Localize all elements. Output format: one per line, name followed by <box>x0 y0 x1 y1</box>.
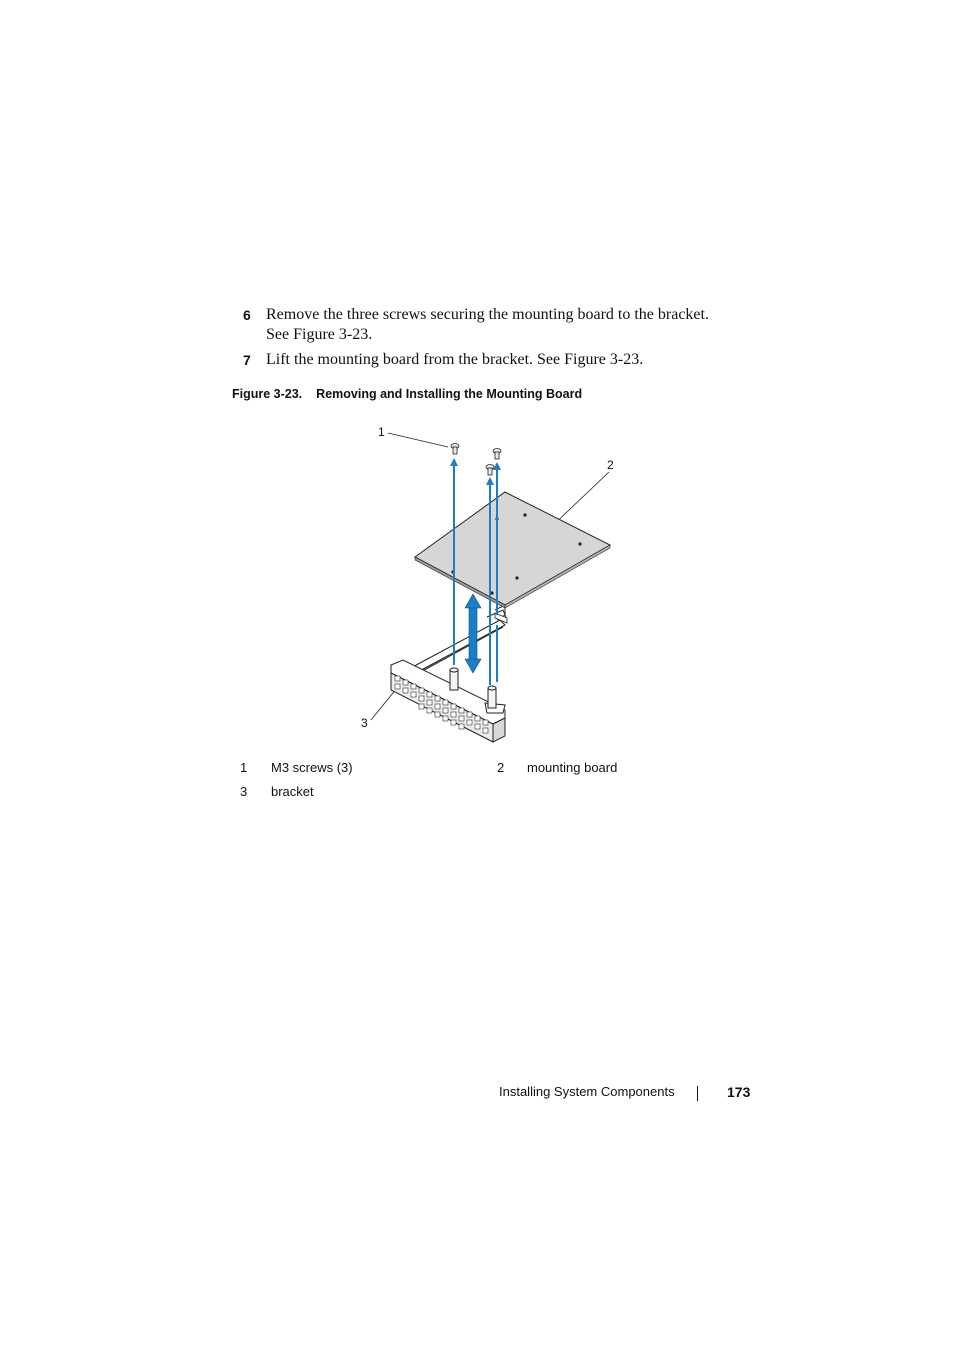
legend-item-1-label: M3 screws (3) <box>271 760 353 775</box>
bracket-rails <box>407 605 507 675</box>
step-text: Remove the three screws securing the mounting board to the bracket. <box>266 306 709 323</box>
screw-icons <box>451 444 501 476</box>
arrow-heads <box>450 458 501 485</box>
footer-separator <box>697 1086 698 1101</box>
legend-item-3-label: bracket <box>271 784 314 799</box>
legend-item-2-number: 2 <box>497 760 505 775</box>
step-number: 7 <box>243 352 251 368</box>
legend-item-2-label: mounting board <box>527 760 618 775</box>
callout-1: 1 <box>378 425 385 439</box>
figure-label: Figure 3-23. <box>232 387 303 401</box>
mounting-board <box>415 492 610 608</box>
callout-2: 2 <box>607 458 614 472</box>
leader-line-1 <box>388 433 448 447</box>
page-number: 173 <box>727 1084 751 1100</box>
mounting-board-illustration <box>355 420 625 750</box>
figure-caption <box>232 387 582 401</box>
step-text-reference: See Figure 3-23. <box>266 326 373 343</box>
legend-item-3-number: 3 <box>240 784 248 799</box>
step-number: 6 <box>243 307 251 323</box>
figure-title: Removing and Installing the Mounting Board <box>316 387 583 401</box>
footer-section-title: Installing System Components <box>499 1084 675 1099</box>
leader-line-3 <box>371 688 397 720</box>
step-text: Lift the mounting board from the bracket. See Figure 3-23. <box>266 351 644 368</box>
legend-item-1-number: 1 <box>240 760 248 775</box>
lift-direction-arrow <box>465 594 481 673</box>
callout-3: 3 <box>361 716 368 730</box>
